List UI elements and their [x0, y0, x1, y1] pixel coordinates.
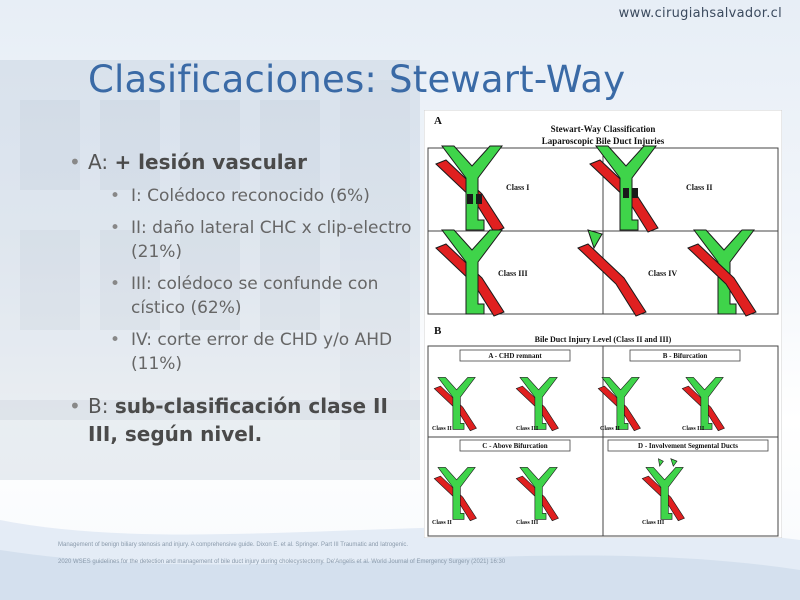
slide-title: Clasificaciones: Stewart-Way — [88, 58, 626, 101]
level-a-class-ii-label: Class II — [432, 426, 452, 432]
reference-2: 2020 WSES guidelines for the detection and management of bile duct injury during cholecystectomy. De'Angelis et al. World Journal of Emergency Surgery (2021) 16:30 — [58, 559, 506, 565]
panel-a-title-1: Stewart-Way Classification — [550, 124, 656, 134]
panel-a-letter: A — [434, 115, 442, 127]
level-d-class-iii-label: Class III — [642, 520, 665, 526]
panel-b-letter: B — [434, 325, 442, 337]
references — [58, 541, 658, 575]
sub-bullet-class-i: • I: Colédoco reconocido (6%) — [62, 184, 422, 208]
class-i-label: Class I — [506, 183, 530, 192]
sub-bullet-class-ii: • II: daño lateral CHC x clip-electro (21%) — [62, 216, 422, 264]
bullet-b-prefix: B: — [88, 394, 115, 418]
panel-a-title-2: Laparoscopic Bile Duct Injuries — [541, 136, 665, 146]
bullet-b — [62, 392, 422, 448]
level-b-class-iii-label: Class III — [682, 426, 705, 432]
bullet-a-emphasis: + lesión vascular — [114, 150, 308, 174]
level-b-label: B - Bifurcation — [662, 352, 708, 360]
stewart-way-figure — [424, 110, 782, 538]
class-iii-label: Class III — [498, 269, 528, 278]
sub-bullet-class-iv: • IV: corte error de CHD y/o AHD (11%) — [62, 328, 422, 376]
sub-bullet-class-iii: • III: colédoco se confunde con cístico (62%) — [62, 272, 422, 320]
level-c-class-ii-label: Class II — [432, 520, 452, 526]
reference-1: Management of benign biliary stenosis and injury. A comprehensive guide. Dixon E. et al. Springer. Part III Traumatic and Iatrogenic. — [58, 542, 409, 548]
bullet-a-sublist — [62, 184, 422, 376]
class-iv-label: Class IV — [648, 269, 678, 278]
level-a-class-iii-label: Class III — [516, 426, 539, 432]
bullet-list — [62, 148, 422, 448]
level-c-class-iii-label: Class III — [516, 520, 539, 526]
bullet-a-prefix: A: — [88, 150, 115, 174]
panel-b-title: Bile Duct Injury Level (Class II and III) — [534, 335, 672, 344]
level-d-label: D - Involvement Segmental Ducts — [638, 442, 738, 450]
level-a-label: A - CHD remnant — [488, 352, 542, 360]
bullet-a — [62, 148, 422, 176]
site-url: www.cirugiahsalvador.cl — [618, 6, 782, 21]
class-ii-label: Class II — [686, 183, 713, 192]
bullet-b-emphasis: sub-clasificación clase II III, según nivel. — [88, 394, 388, 446]
level-c-label: C - Above Bifurcation — [482, 442, 548, 450]
level-b-class-ii-label: Class II — [600, 426, 620, 432]
